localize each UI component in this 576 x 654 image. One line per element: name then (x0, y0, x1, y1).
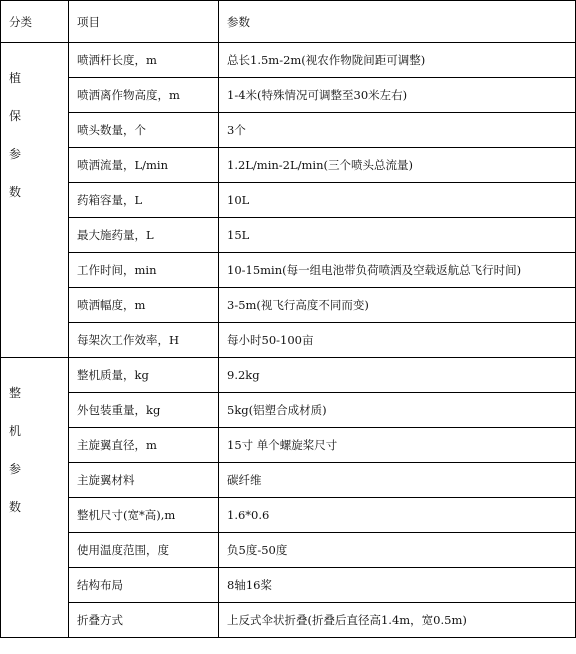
header-row (1, 1, 576, 43)
item-cell: 喷头数量，个 (69, 113, 219, 148)
category-char: 参 (9, 147, 22, 161)
table-row (1, 568, 576, 603)
table-row (1, 218, 576, 253)
header-category: 分类 (1, 1, 69, 43)
table-row (1, 428, 576, 463)
table-row (1, 148, 576, 183)
table-row (1, 43, 576, 78)
param-cell: 8轴16桨 (219, 568, 576, 603)
param-cell: 9.2kg (219, 358, 576, 393)
item-cell: 折叠方式 (69, 603, 219, 638)
category-char: 参 (9, 462, 22, 476)
param-cell: 3个 (219, 113, 576, 148)
spec-table-body (1, 1, 576, 638)
param-cell: 碳纤维 (219, 463, 576, 498)
table-row (1, 533, 576, 568)
item-cell: 喷洒离作物高度，m (69, 78, 219, 113)
table-row (1, 603, 576, 638)
param-cell: 每小时50-100亩 (219, 323, 576, 358)
category-char: 机 (9, 424, 22, 438)
item-cell: 整机质量，kg (69, 358, 219, 393)
table-row (1, 288, 576, 323)
param-cell: 1.6*0.6 (219, 498, 576, 533)
table-row (1, 253, 576, 288)
table-row (1, 463, 576, 498)
item-cell: 主旋翼材料 (69, 463, 219, 498)
param-cell: 1-4米(特殊情况可调整至30米左右) (219, 78, 576, 113)
param-cell: 上反式伞状折叠(折叠后直径高1.4m，宽0.5m) (219, 603, 576, 638)
category-cell (1, 43, 69, 358)
item-cell: 喷洒流量，L/min (69, 148, 219, 183)
table-row (1, 358, 576, 393)
item-cell: 使用温度范围，度 (69, 533, 219, 568)
category-char: 植 (9, 71, 22, 85)
table-row (1, 323, 576, 358)
param-cell: 15L (219, 218, 576, 253)
param-cell: 5kg(铝塑合成材质) (219, 393, 576, 428)
header-param: 参数 (219, 1, 576, 43)
item-cell: 喷洒杆长度，m (69, 43, 219, 78)
item-cell: 每架次工作效率，H (69, 323, 219, 358)
table-row (1, 498, 576, 533)
item-cell: 药箱容量，L (69, 183, 219, 218)
table-row (1, 113, 576, 148)
param-cell: 15寸 单个螺旋桨尺寸 (219, 428, 576, 463)
item-cell: 最大施药量，L (69, 218, 219, 253)
item-cell: 外包装重量，kg (69, 393, 219, 428)
category-char: 保 (9, 109, 22, 123)
category-label (9, 59, 68, 211)
item-cell: 结构布局 (69, 568, 219, 603)
param-cell: 10L (219, 183, 576, 218)
param-cell: 总长1.5m-2m(视农作物陇间距可调整) (219, 43, 576, 78)
category-char: 数 (9, 500, 22, 514)
param-cell: 3-5m(视飞行高度不同而变) (219, 288, 576, 323)
category-char: 整 (9, 386, 22, 400)
table-row (1, 78, 576, 113)
item-cell: 整机尺寸(宽*高),m (69, 498, 219, 533)
table-row (1, 393, 576, 428)
header-item: 项目 (69, 1, 219, 43)
item-cell: 喷洒幅度，m (69, 288, 219, 323)
table-row (1, 183, 576, 218)
category-label (9, 374, 68, 526)
param-cell: 10-15min(每一组电池带负荷喷洒及空载返航总飞行时间) (219, 253, 576, 288)
param-cell: 1.2L/min-2L/min(三个喷头总流量) (219, 148, 576, 183)
item-cell: 工作时间，min (69, 253, 219, 288)
category-cell (1, 358, 69, 638)
param-cell: 负5度-50度 (219, 533, 576, 568)
item-cell: 主旋翼直径，m (69, 428, 219, 463)
category-char: 数 (9, 185, 22, 199)
